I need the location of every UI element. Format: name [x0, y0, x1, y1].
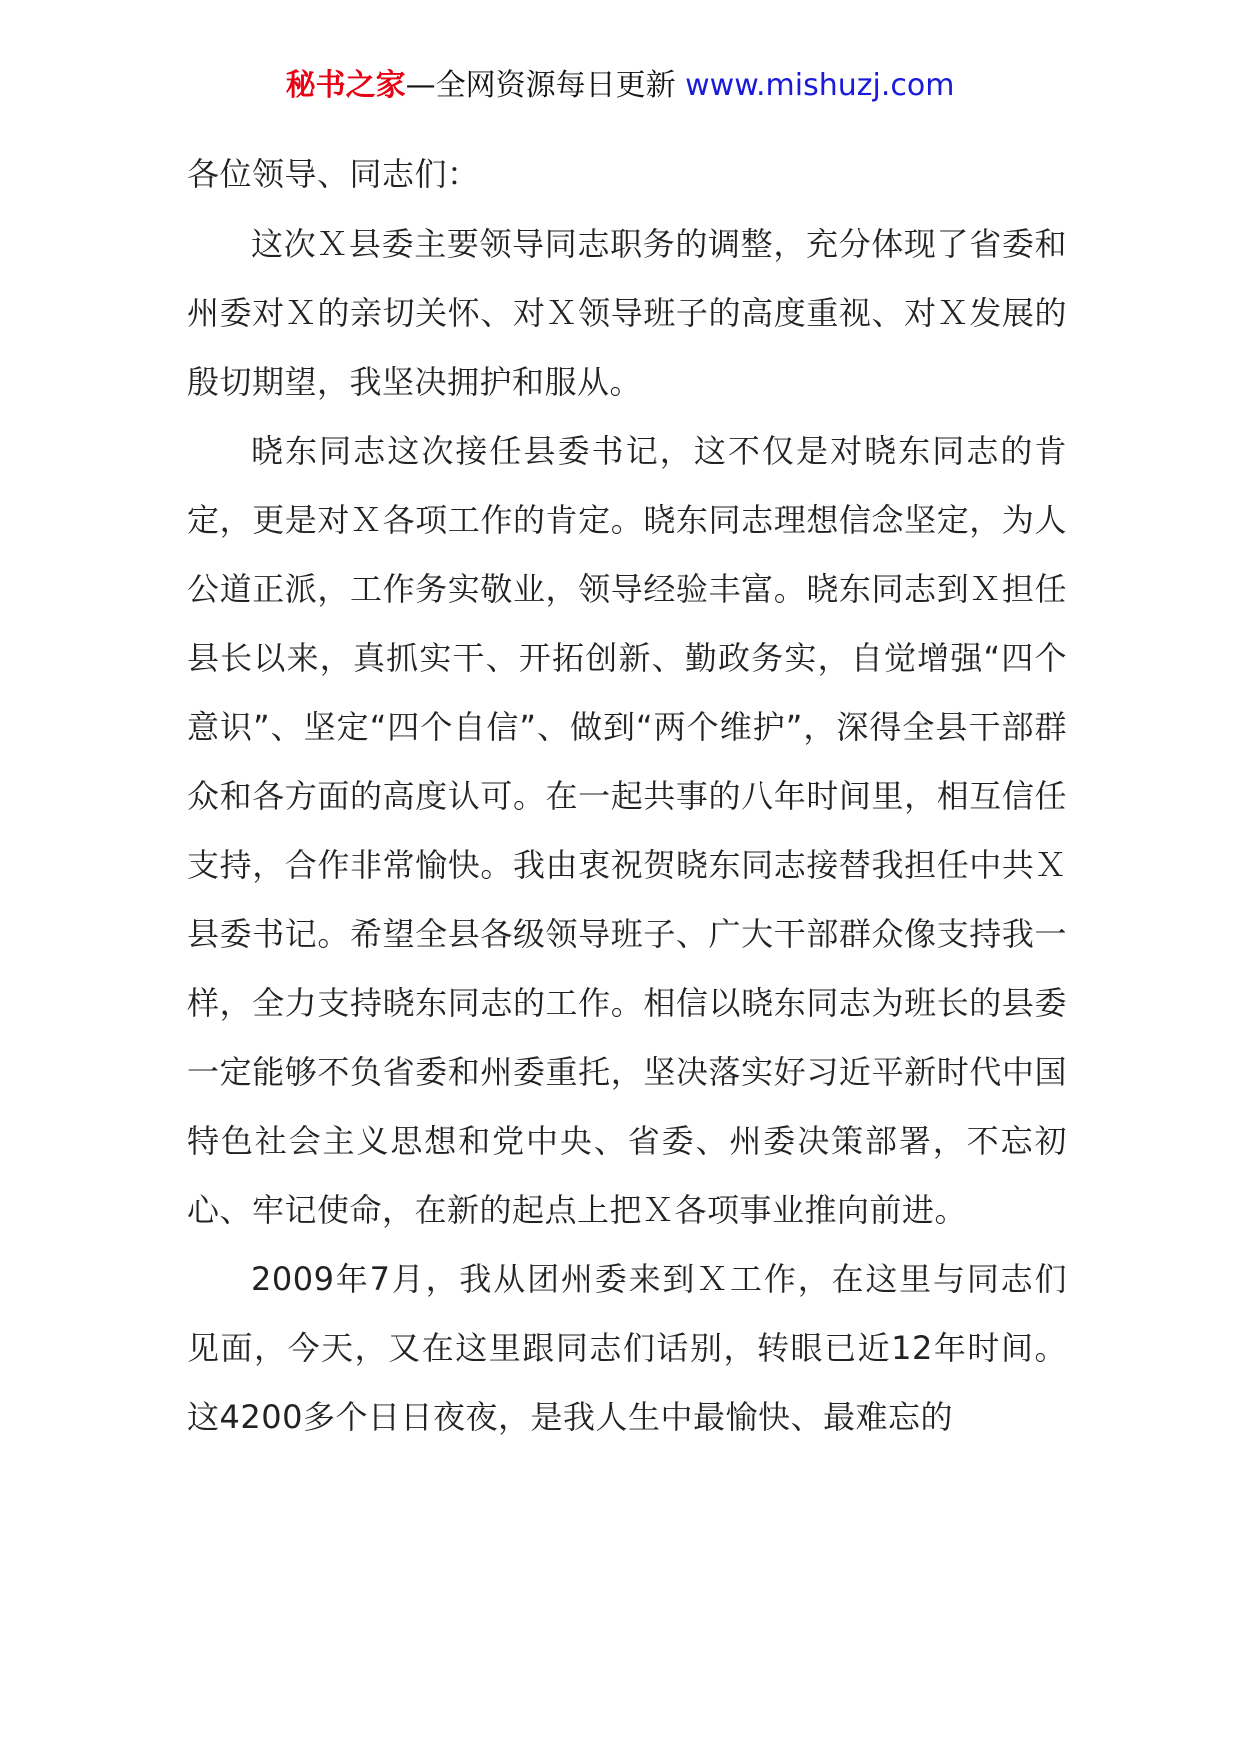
header-tagline: —全网资源每日更新: [405, 68, 686, 103]
site-header: [0, 66, 1240, 106]
document-body: [187, 140, 1067, 1452]
paragraph-2: 晓东同志这次接任县委书记，这不仅是对晓东同志的肯定，更是对Ｘ各项工作的肯定。晓东同志理想信念坚定，为人公道正派，工作务实敬业，领导经验丰富。晓东同志到Ｘ担任县长以来，真抓实干、开拓创新、勤政务实，自觉增强“四个意识”、坚定“四个自信”、做到“两个维护”，深得全县干部群众和各方面的高度认可。在一起共事的八年时间里，相互信任支持，合作非常愉快。我由衷祝贺晓东同志接替我担任中共Ｘ县委书记。希望全县各级领导班子、广大干部群众像支持我一样，全力支持晓东同志的工作。相信以晓东同志为班长的县委一定能够不负省委和州委重托，坚决落实好习近平新时代中国特色社会主义思想和党中央、省委、州委决策部署，不忘初心、牢记使命，在新的起点上把Ｘ各项事业推向前进。: [187, 432, 1067, 1229]
paragraph-1: 这次Ｘ县委主要领导同志职务的调整，充分体现了省委和州委对Ｘ的亲切关怀、对Ｘ领导班子的高度重视、对Ｘ发展的殷切期望，我坚决拥护和服从。: [187, 225, 1067, 401]
salutation: 各位领导、同志们：: [187, 155, 480, 193]
paragraph-3: 2009年7月，我从团州委来到Ｘ工作，在这里与同志们见面，今天，又在这里跟同志们话别，转眼已近12年时间。这4200多个日日夜夜，是我人生中最愉快、最难忘的: [187, 1260, 1067, 1436]
site-url-link[interactable]: www.mishuzj.com: [685, 68, 955, 103]
brand-name: 秘书之家: [285, 68, 406, 103]
